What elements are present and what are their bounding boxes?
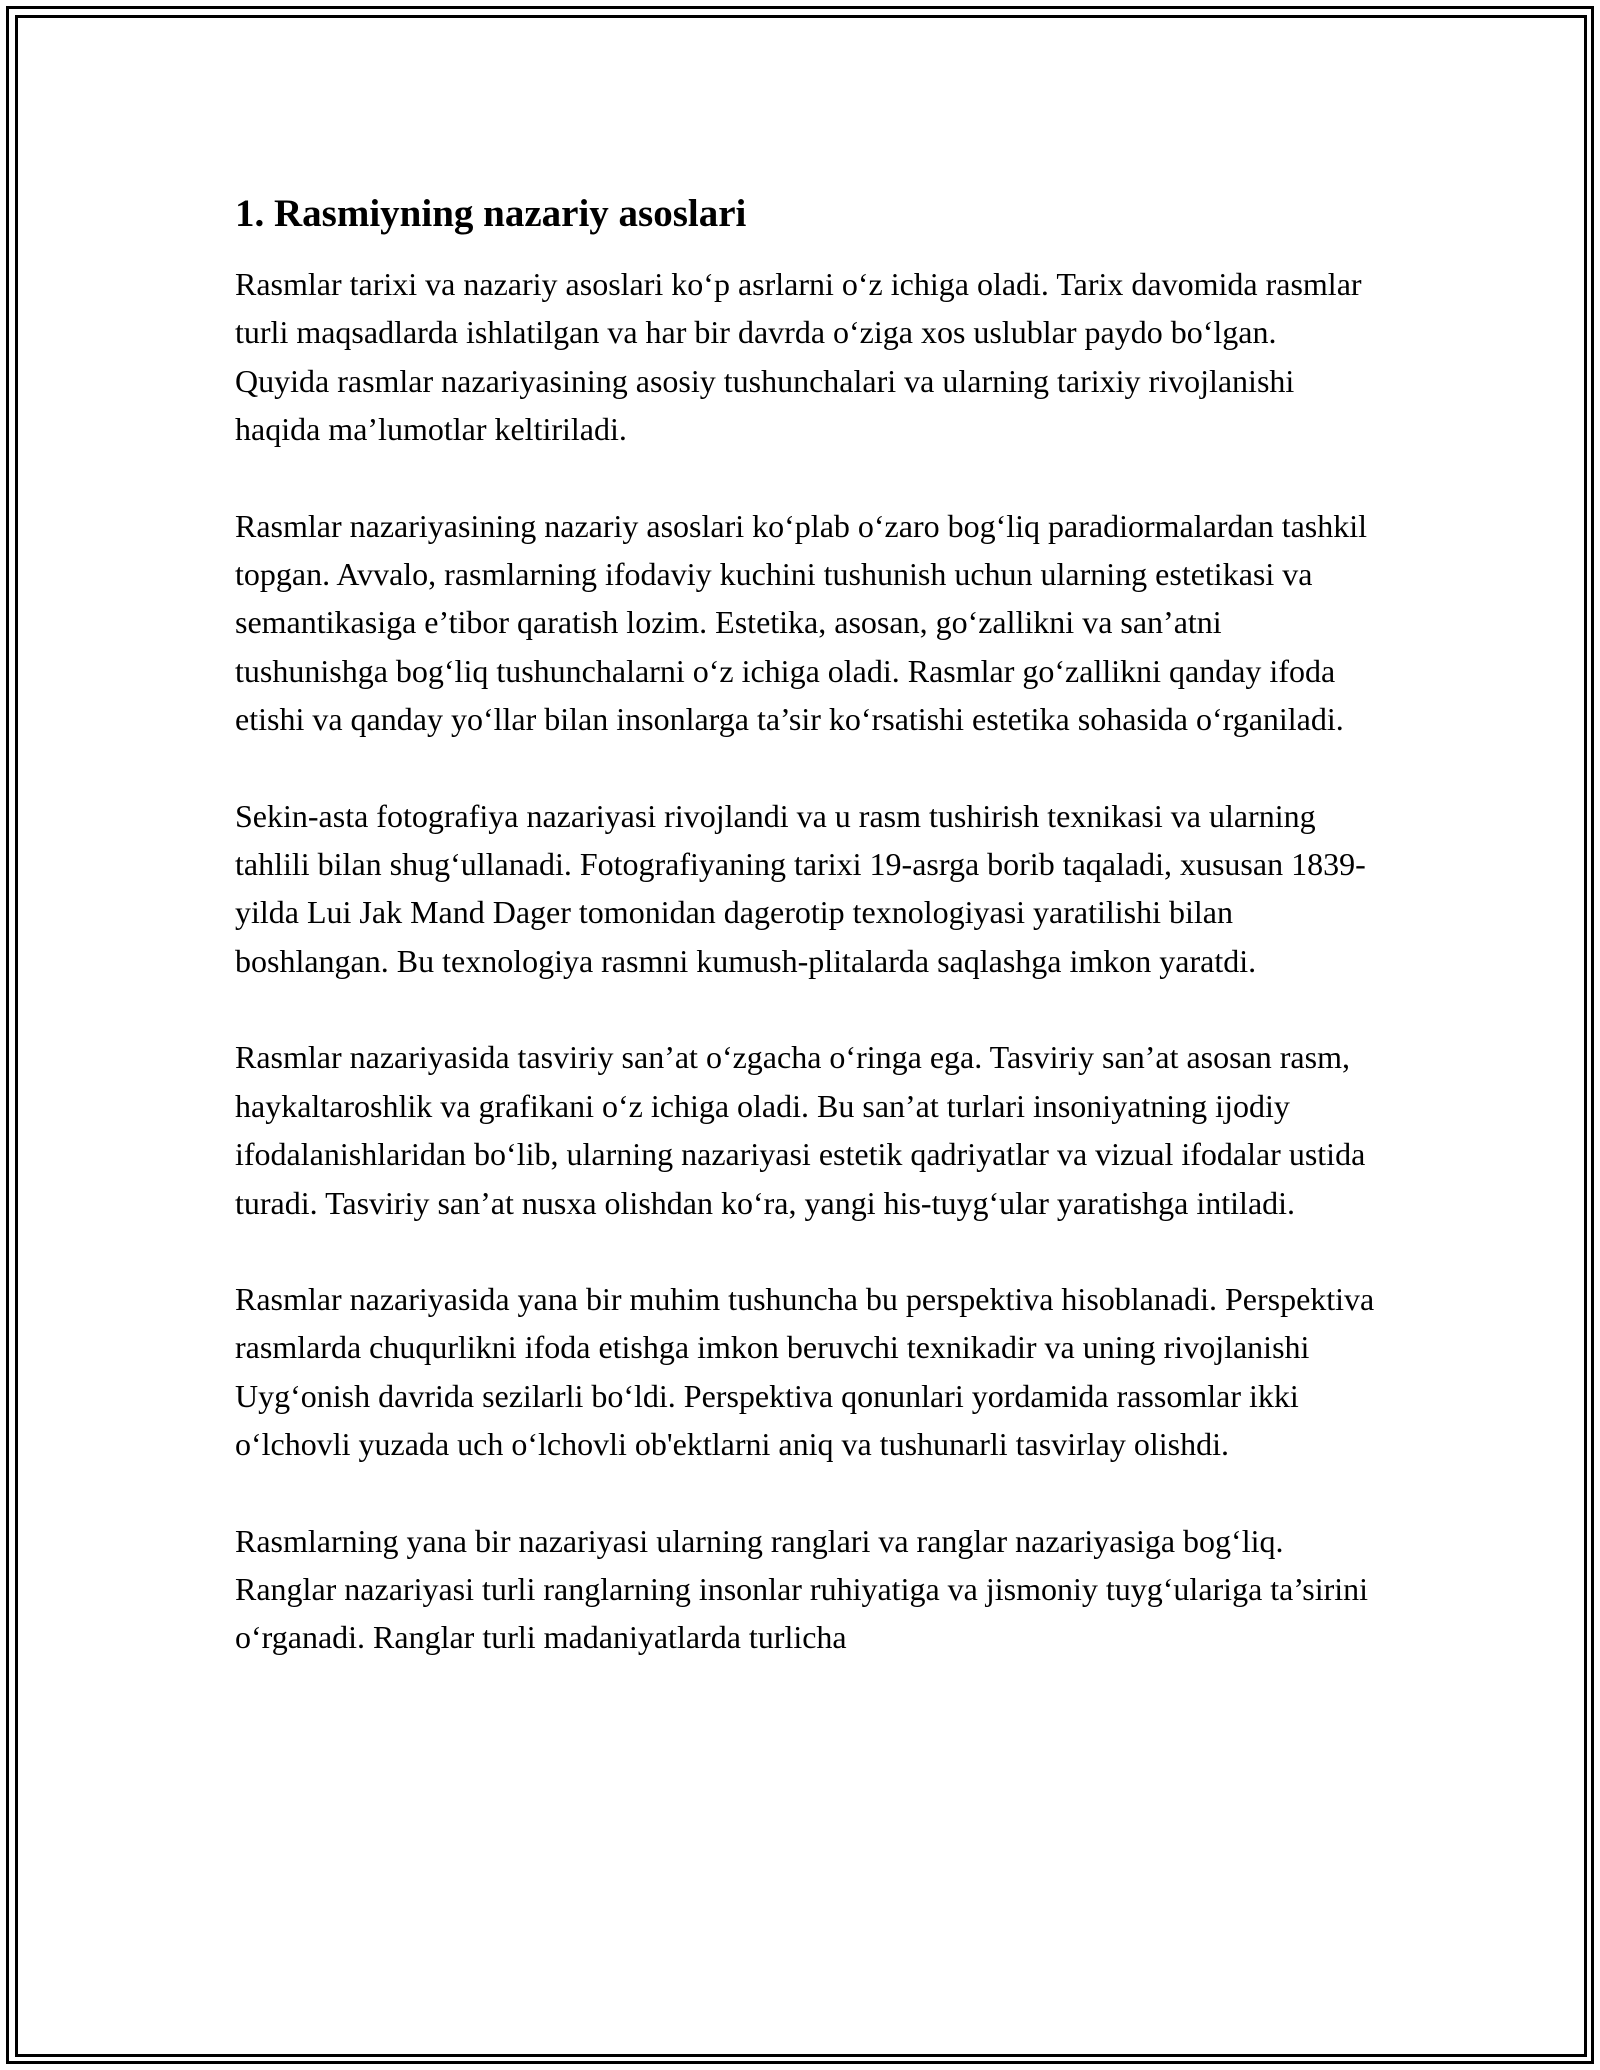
paragraph-aesthetics: Rasmlar nazariyasining nazariy asoslari ko‘plab o‘zaro bog‘liq paradiormalardan tashkil topgan. Avvalo, rasmlarning ifodaviy kuchini tushunish uchun ularning estetikasi va semantikasiga e’tibor qaratish lozim. Estetika, asosan, go‘zallikni va san’atni tushunishga bog‘liq tushunchalarni o‘z ichiga oladi. Rasmlar go‘zallikni qanday ifoda etishi va qanday yo‘llar bilan insonlarga ta’sir ko‘rsatishi estetika sohasida o‘rganiladi. (235, 507, 1368, 738)
paragraph-photography: Sekin-asta fotografiya nazariyasi rivojlandi va u rasm tushirish texnikasi va ularning tahlili bilan shug‘ullanadi. Fotografiyaning tarixi 19-asrga borib taqaladi, xususan 1839-yilda Lui Jak Mand Dager tomonidan dagerotip texnologiyasi yaratilishi bilan boshlangan. Bu texnologiya rasmni kumush-plitalarda saqlashga imkon yaratdi. (235, 797, 1366, 979)
paragraph-color-theory: Rasmlarning yana bir nazariyasi ularning ranglari va ranglar nazariyasiga bog‘liq. Ranglar nazariyasi turli ranglarning insonlar ruhiyatiga va jismoniy tuyg‘ulariga ta’sirini o‘rganadi. Ranglar turli madaniyatlarda turlicha (235, 1522, 1369, 1656)
paragraph-intro: Rasmlar tarixi va nazariy asoslari ko‘p asrlarni o‘z ichiga oladi. Tarix davomida rasmlar turli maqsadlarda ishlatilgan va har bir davrda o‘ziga xos uslublar paydo bo‘lgan. Quyida rasmlar nazariyasining asosiy tushunchalari va ularning tarixiy rivojlanishi haqida ma’lumotlar keltiriladi. (235, 266, 1362, 448)
paragraph-fine-art: Rasmlar nazariyasida tasviriy san’at o‘zgacha o‘ringa ega. Tasviriy san’at asosan rasm, haykaltaroshlik va grafikani o‘z ichiga oladi. Bu san’at turlari insoniyatning ijodiy ifodalanishlaridan bo‘lib, ularning nazariyasi estetik qadriyatlar va vizual ifodalar ustida turadi. Tasviriy san’at nusxa olishdan ko‘ra, yangi his-tuyg‘ular yaratishga intiladi. (235, 1039, 1366, 1221)
paragraph-perspective: Rasmlar nazariyasida yana bir muhim tushuncha bu perspektiva hisoblanadi. Perspektiva rasmlarda chuqurlikni ifoda etishga imkon beruvchi texnikadir va uning rivojlanishi Uyg‘onish davrida sezilarli bo‘ldi. Perspektiva qonunlari yordamida rassomlar ikki o‘lchovli yuzada uch o‘lchovli ob'ektlarni aniq va tushunarli tasvirlay olishdi. (235, 1280, 1375, 1463)
document-body (235, 186, 1375, 1710)
section-heading: 1. Rasmiyning nazariy asoslari (235, 192, 747, 235)
